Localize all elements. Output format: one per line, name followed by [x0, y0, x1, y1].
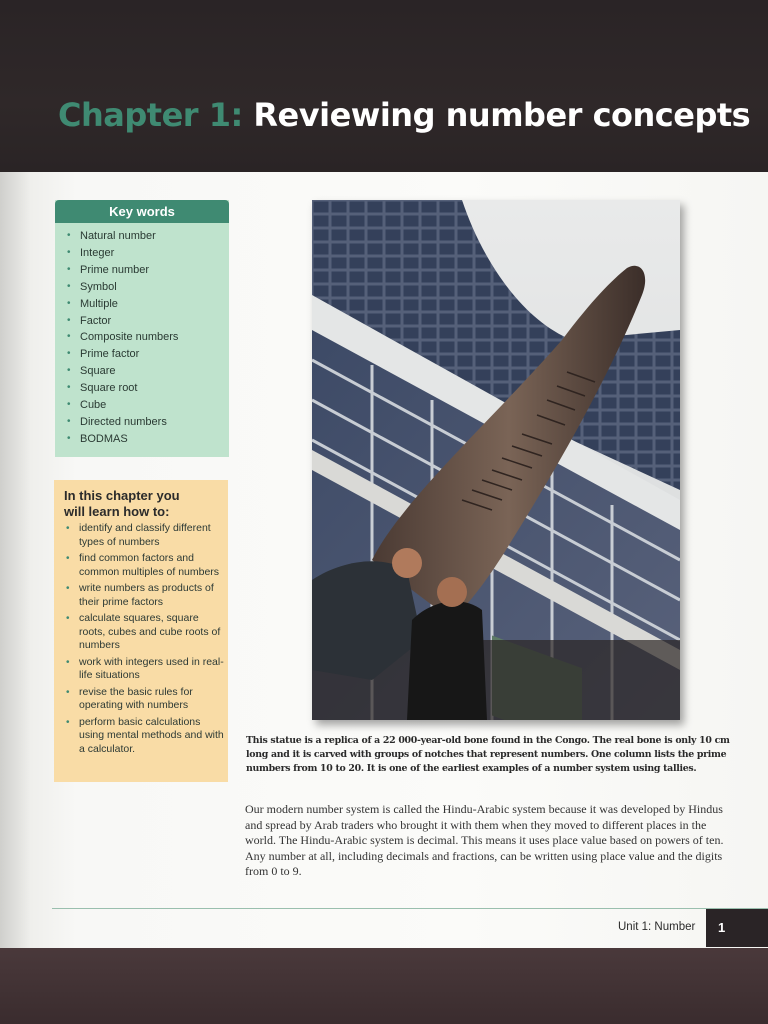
learning-objectives-list	[54, 522, 228, 756]
objective-item: • write numbers as products of their prime factors	[66, 582, 224, 609]
learning-objectives-box	[54, 480, 228, 782]
objective-item: • revise the basic rules for operating with numbers	[66, 686, 224, 713]
objective-item: • calculate squares, square roots, cubes and cube roots of numbers	[66, 612, 224, 653]
desk-background	[0, 948, 768, 1024]
body-paragraph: Our modern number system is called the Hindu-Arabic system because it was developed by Hindus and spread by Arab traders who brought it with them when they moved to different places in the world. The Hindu-Arabic system is decimal. This means it uses place value based on powers of ten. Any number at all, including decimals and fractions, can be written using place value and the digits from 0 to 9.	[245, 802, 724, 878]
key-word-item: • Multiple	[67, 296, 229, 313]
key-word-item: • Integer	[67, 245, 229, 262]
key-word-item: • Square root	[67, 380, 229, 397]
page-number-box	[706, 909, 768, 947]
chapter-name: Reviewing number concepts	[253, 96, 751, 134]
chapter-title	[58, 96, 750, 134]
statue-photo	[312, 200, 680, 720]
key-word-item: • Symbol	[67, 279, 229, 296]
photo-caption: This statue is a replica of a 22 000-year-old bone found in the Congo. The real bone is only 10 cm long and it is carved with groups of notches that represent numbers. One column lists the prime numbers from 10 to 20. It is one of the earliest examples of a number system using tallies.	[246, 735, 730, 774]
page-number: 1	[718, 920, 726, 935]
key-words-list	[55, 223, 229, 448]
learning-objectives-heading	[54, 480, 228, 520]
key-word-item: • BODMAS	[67, 431, 229, 448]
footer-rule	[52, 908, 768, 909]
objective-item: • identify and classify different types of numbers	[66, 522, 224, 549]
objective-item: • perform basic calculations using mental methods and with a calculator.	[66, 716, 224, 757]
key-word-item: • Square	[67, 363, 229, 380]
person-right-head	[437, 577, 467, 607]
key-words-box	[55, 200, 229, 457]
footer-unit-label: Unit 1: Number	[618, 921, 696, 933]
learning-heading-line: will learn how to:	[64, 504, 170, 519]
person-right	[407, 601, 487, 720]
key-word-item: • Prime number	[67, 262, 229, 279]
objective-item: • find common factors and common multiples of numbers	[66, 552, 224, 579]
key-word-item: • Directed numbers	[67, 414, 229, 431]
key-word-item: • Composite numbers	[67, 329, 229, 346]
key-word-item: • Natural number	[67, 228, 229, 245]
key-word-item: • Factor	[67, 313, 229, 330]
chapter-header	[0, 0, 768, 172]
key-word-item: • Prime factor	[67, 346, 229, 363]
chapter-label: Chapter 1:	[58, 96, 243, 134]
person-left-head	[392, 548, 422, 578]
objective-item: • work with integers used in real-life situations	[66, 656, 224, 683]
key-word-item: • Cube	[67, 397, 229, 414]
key-words-heading: Key words	[55, 200, 229, 223]
learning-heading-line: In this chapter you	[64, 488, 180, 503]
